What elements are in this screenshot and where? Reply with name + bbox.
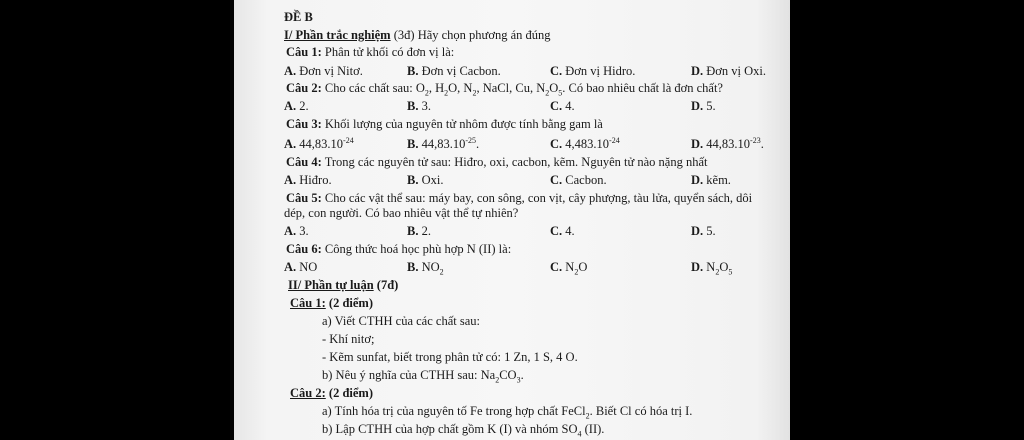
- essay-2-heading: Câu 2: (2 điểm): [290, 386, 373, 400]
- question-2: Câu 2: Cho các chất sau: $O_2$, $H_2O$, $N_2$, NaCl, Cu, $N_2O_5$. Có bao nhiêu chất là đơn chất?: [286, 81, 723, 98]
- q4-option-d: D. kẽm.: [691, 173, 731, 187]
- q3-option-d: D. $44,83.10^{-23}$.: [691, 135, 764, 151]
- essay-2-line-a: a) Tính hóa trị của nguyên tố Fe trong hợp chất FeCl$_2$. Biết Cl có hóa trị I.: [322, 404, 693, 421]
- question-5-cont: dép, con người. Có bao nhiêu vật thể tự nhiên?: [284, 206, 519, 220]
- q4-option-b: B. Oxi.: [407, 173, 444, 187]
- q1-option-a: A. Đơn vị Nitơ.: [284, 64, 363, 78]
- q3-option-c: C. $4,483.10^{-24}$: [550, 135, 620, 151]
- part2-heading: II/ Phần tự luận (7đ): [288, 278, 399, 292]
- q1-option-c: C. Đơn vị Hidro.: [550, 64, 636, 78]
- q2-option-c: C. 4.: [550, 99, 575, 113]
- q1-option-d: D. Đơn vị Oxi.: [691, 64, 767, 78]
- q5-option-d: D. 5.: [691, 224, 716, 238]
- q1-option-b: B. Đơn vị Cacbon.: [407, 64, 501, 78]
- q6-option-a: A. NO: [284, 260, 318, 274]
- q5-option-c: C. 4.: [550, 224, 575, 238]
- q2-option-a: A. 2.: [284, 99, 309, 113]
- q4-option-c: C. Cacbon.: [550, 173, 607, 187]
- q5-option-a: A. 3.: [284, 224, 309, 238]
- q3-option-a: A. $44,83.10^{-24}$: [284, 135, 354, 151]
- q6-option-d: D. $N_2O_5$: [691, 260, 733, 277]
- part1-heading: I/ Phần trắc nghiệm (3đ) Hãy chọn phương án đúng: [284, 28, 551, 42]
- essay-1-line-nitrogen: - Khí nitơ;: [322, 332, 375, 346]
- q3-option-b: B. $44,83.10^{-25}$.: [407, 135, 480, 151]
- q5-option-b: B. 2.: [407, 224, 431, 238]
- question-3: Câu 3: Khối lượng của nguyên tử nhôm được tính bằng gam là: [286, 117, 603, 131]
- question-5: Câu 5: Cho các vật thể sau: máy bay, con sông, con vịt, cây phượng, tàu lửa, quyển sách, dôi: [286, 191, 753, 205]
- essay-2-line-b: b) Lập CTHH của hợp chất gồm K (I) và nhóm $SO_4$ (II).: [322, 422, 605, 439]
- question-4: Câu 4: Trong các nguyên tử sau: Hiđro, oxi, cacbon, kẽm. Nguyên tử nào nặng nhất: [286, 155, 708, 169]
- exam-paper: [234, 0, 790, 440]
- q2-option-b: B. 3.: [407, 99, 431, 113]
- question-1: Câu 1: Phân tử khối có đơn vị là:: [286, 45, 455, 59]
- essay-1-line-a: a) Viết CTHH của các chất sau:: [322, 314, 480, 328]
- exam-code: ĐỀ B: [284, 10, 313, 24]
- essay-1-line-b: b) Nêu ý nghĩa của CTHH sau: $Na_2CO_3$.: [322, 368, 524, 385]
- q6-option-c: C. $N_2O$: [550, 260, 588, 277]
- essay-1-line-zinc: - Kẽm sunfat, biết trong phân tử có: 1 Zn, 1 S, 4 O.: [322, 350, 578, 364]
- q6-option-b: B. $NO_2$: [407, 260, 444, 277]
- question-6: Câu 6: Công thức hoá học phù hợp N (II) là:: [286, 242, 512, 256]
- essay-1-heading: Câu 1: (2 điểm): [290, 296, 373, 310]
- q2-option-d: D. 5.: [691, 99, 716, 113]
- q4-option-a: A. Hiđro.: [284, 173, 332, 187]
